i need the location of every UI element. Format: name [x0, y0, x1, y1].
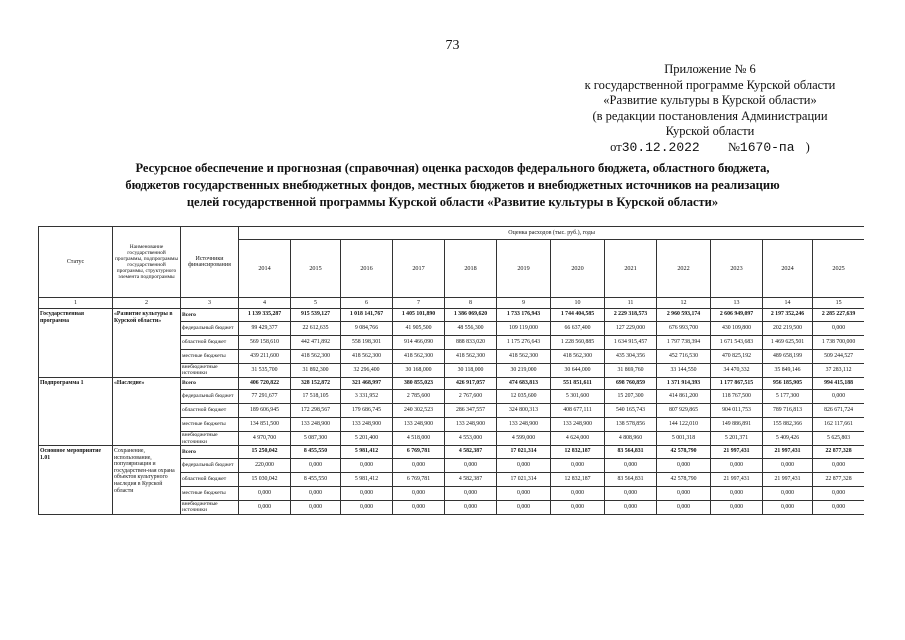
cell-amount: 8 455,550	[291, 472, 341, 486]
header-row-top	[39, 227, 865, 240]
cell-amount: 452 716,530	[657, 349, 711, 363]
cell-amount: 0,000	[763, 486, 813, 500]
cell-amount: 1 671 543,683	[711, 335, 763, 349]
column-index: 2	[113, 298, 181, 309]
header-estimate: Оценка расходов (тыс. руб.), годы	[239, 227, 865, 240]
document-title	[90, 160, 815, 211]
cell-amount: 9 084,766	[341, 321, 393, 335]
cell-amount: 15 207,300	[605, 390, 657, 404]
cell-amount: 1 405 101,890	[393, 309, 445, 322]
cell-amount: 48 556,300	[445, 321, 497, 335]
cell-amount: 826 671,724	[813, 404, 865, 418]
cell-amount: 12 832,187	[551, 472, 605, 486]
cell-amount: 551 851,611	[551, 377, 605, 390]
cell-amount: 1 744 404,585	[551, 309, 605, 322]
cell-amount: 15 250,042	[239, 446, 291, 459]
cell-amount: 2 285 227,639	[813, 309, 865, 322]
cell-amount: 435 304,356	[605, 349, 657, 363]
cell-amount: 30 644,000	[551, 363, 605, 377]
order-date: 30.12.2022	[621, 139, 700, 155]
cell-amount: 1 177 867,515	[711, 377, 763, 390]
cell-amount: 149 886,891	[711, 418, 763, 432]
cell-amount: 4 808,960	[605, 432, 657, 446]
cell-amount: 408 677,111	[551, 404, 605, 418]
cell-amount: 474 683,813	[497, 377, 551, 390]
table-row	[39, 377, 865, 390]
cell-amount: 21 997,431	[763, 472, 813, 486]
cell-amount: 240 302,523	[393, 404, 445, 418]
column-index: 4	[239, 298, 291, 309]
header-status: Статус	[39, 227, 113, 298]
column-index: 11	[605, 298, 657, 309]
cell-amount: 0,000	[657, 486, 711, 500]
cell-amount: 6 769,781	[393, 472, 445, 486]
header-year: 2025	[813, 240, 865, 298]
cell-amount: 127 229,000	[605, 321, 657, 335]
cell-amount: 956 185,905	[763, 377, 813, 390]
cell-amount: 2 197 352,246	[763, 309, 813, 322]
cell-amount: 17 021,314	[497, 446, 551, 459]
cell-amount: 5 201,400	[341, 432, 393, 446]
cell-amount: 1 228 560,885	[551, 335, 605, 349]
cell-amount: 144 122,010	[657, 418, 711, 432]
cell-amount: 35 849,146	[763, 363, 813, 377]
cell-amount: 77 291,677	[239, 390, 291, 404]
cell-amount: 0,000	[341, 458, 393, 472]
cell-amount: 0,000	[291, 500, 341, 514]
cell-amount: 41 905,500	[393, 321, 445, 335]
cell-amount: 418 562,300	[291, 349, 341, 363]
cell-amount: 5 409,426	[763, 432, 813, 446]
cell-amount: 0,000	[605, 486, 657, 500]
cell-amount: 2 229 318,573	[605, 309, 657, 322]
cell-amount: 4 970,700	[239, 432, 291, 446]
cell-amount: 0,000	[813, 390, 865, 404]
cell-amount: 21 997,431	[763, 446, 813, 459]
page-number: 73	[445, 38, 460, 53]
cell-amount: 30 118,000	[445, 363, 497, 377]
cell-amount: 4 582,387	[445, 472, 497, 486]
header-year: 2018	[445, 240, 497, 298]
header-year: 2017	[393, 240, 445, 298]
cell-amount: 1 469 625,501	[763, 335, 813, 349]
row-funding-source: федеральный бюджет	[181, 458, 239, 472]
cell-amount: 109 119,000	[497, 321, 551, 335]
cell-amount: 324 800,313	[497, 404, 551, 418]
cell-amount: 0,000	[763, 458, 813, 472]
cell-amount: 172 298,567	[291, 404, 341, 418]
cell-amount: 22 877,328	[813, 446, 865, 459]
row-funding-source: внебюджетные источники	[181, 432, 239, 446]
cell-amount: 83 564,831	[605, 446, 657, 459]
cell-amount: 0,000	[445, 486, 497, 500]
cell-amount: 418 562,300	[551, 349, 605, 363]
title-line: целей государственной программы Курской области «Развитие культуры в Курской области»	[186, 195, 719, 209]
cell-amount: 133 248,900	[341, 418, 393, 432]
row-program-name: «Развитие культуры в Курской области»	[113, 309, 181, 378]
order-line	[560, 140, 860, 156]
cell-amount: 30 219,000	[497, 363, 551, 377]
cell-amount: 99 429,377	[239, 321, 291, 335]
cell-amount: 904 011,753	[711, 404, 763, 418]
cell-amount: 83 564,831	[605, 472, 657, 486]
cell-amount: 1 175 276,643	[497, 335, 551, 349]
cell-amount: 0,000	[605, 458, 657, 472]
appendix-line: Курской области	[665, 124, 755, 138]
cell-amount: 4 624,000	[551, 432, 605, 446]
column-index: 6	[341, 298, 393, 309]
cell-amount: 0,000	[341, 500, 393, 514]
table-row	[39, 446, 865, 459]
cell-amount: 30 168,000	[393, 363, 445, 377]
row-funding-source: внебюджетные источники	[181, 363, 239, 377]
cell-amount: 66 637,400	[551, 321, 605, 335]
header-year: 2024	[763, 240, 813, 298]
cell-amount: 328 152,872	[291, 377, 341, 390]
row-status: Государственная программа	[39, 309, 113, 378]
cell-amount: 5 087,300	[291, 432, 341, 446]
cell-amount: 0,000	[497, 486, 551, 500]
column-index: 13	[711, 298, 763, 309]
cell-amount: 4 582,387	[445, 446, 497, 459]
cell-amount: 1 371 914,393	[657, 377, 711, 390]
cell-amount: 15 030,042	[239, 472, 291, 486]
cell-amount: 0,000	[445, 500, 497, 514]
header-year: 2021	[605, 240, 657, 298]
cell-amount: 426 917,057	[445, 377, 497, 390]
cell-amount: 4 518,000	[393, 432, 445, 446]
row-status: Подпрограмма 1	[39, 377, 113, 446]
resources-table-container	[38, 226, 864, 632]
title-line: бюджетов государственных внебюджетных фондов, местных бюджетов и внебюджетных источников на реализацию	[125, 178, 780, 192]
cell-amount: 418 562,300	[445, 349, 497, 363]
column-index: 14	[763, 298, 813, 309]
cell-amount: 0,000	[393, 486, 445, 500]
row-funding-source: федеральный бюджет	[181, 390, 239, 404]
order-number: 1670-па	[739, 139, 795, 155]
column-index: 1	[39, 298, 113, 309]
cell-amount: 1 139 335,287	[239, 309, 291, 322]
header-name: Наименование государственной программы, подпрограммы государственной программы, структурного элемента подпрограммы	[113, 227, 181, 298]
cell-amount: 6 769,781	[393, 446, 445, 459]
cell-amount: 0,000	[551, 486, 605, 500]
cell-amount: 21 997,431	[711, 446, 763, 459]
cell-amount: 133 248,900	[497, 418, 551, 432]
cell-amount: 42 578,790	[657, 446, 711, 459]
cell-amount: 134 851,500	[239, 418, 291, 432]
column-index: 5	[291, 298, 341, 309]
cell-amount: 888 833,020	[445, 335, 497, 349]
cell-amount: 37 283,112	[813, 363, 865, 377]
row-funding-source: областной бюджет	[181, 335, 239, 349]
cell-amount: 0,000	[657, 500, 711, 514]
column-index-row	[39, 298, 865, 309]
cell-amount: 0,000	[239, 500, 291, 514]
cell-amount: 0,000	[497, 500, 551, 514]
cell-amount: 138 578,856	[605, 418, 657, 432]
row-funding-source: внебюджетные источники	[181, 500, 239, 514]
column-index: 15	[813, 298, 865, 309]
cell-amount: 0,000	[497, 458, 551, 472]
column-index: 9	[497, 298, 551, 309]
header-year: 2014	[239, 240, 291, 298]
cell-amount: 34 470,332	[711, 363, 763, 377]
column-index: 10	[551, 298, 605, 309]
cell-amount: 0,000	[341, 486, 393, 500]
cell-amount: 189 606,945	[239, 404, 291, 418]
cell-amount: 133 248,900	[551, 418, 605, 432]
cell-amount: 569 158,610	[239, 335, 291, 349]
cell-amount: 914 466,090	[393, 335, 445, 349]
cell-amount: 0,000	[813, 486, 865, 500]
cell-amount: 8 455,550	[291, 446, 341, 459]
cell-amount: 0,000	[711, 458, 763, 472]
cell-amount: 1 738 700,000	[813, 335, 865, 349]
cell-amount: 12 832,187	[551, 446, 605, 459]
cell-amount: 0,000	[711, 486, 763, 500]
column-index: 12	[657, 298, 711, 309]
header-sources: Источники финансирования	[181, 227, 239, 298]
cell-amount: 0,000	[605, 500, 657, 514]
cell-amount: 31 535,700	[239, 363, 291, 377]
cell-amount: 0,000	[711, 500, 763, 514]
column-index: 3	[181, 298, 239, 309]
cell-amount: 1 733 176,943	[497, 309, 551, 322]
appendix-line: «Развитие культуры в Курской области»	[603, 93, 817, 107]
column-index: 8	[445, 298, 497, 309]
cell-amount: 5 001,318	[657, 432, 711, 446]
cell-amount: 0,000	[813, 500, 865, 514]
cell-amount: 915 539,127	[291, 309, 341, 322]
cell-amount: 418 562,300	[393, 349, 445, 363]
cell-amount: 0,000	[393, 500, 445, 514]
cell-amount: 2 960 593,174	[657, 309, 711, 322]
header-year: 2023	[711, 240, 763, 298]
number-prefix: №	[727, 139, 740, 154]
cell-amount: 0,000	[763, 500, 813, 514]
row-funding-source: федеральный бюджет	[181, 321, 239, 335]
appendix-line: Приложение № 6	[664, 62, 756, 76]
cell-amount: 489 658,199	[763, 349, 813, 363]
cell-amount: 5 625,803	[813, 432, 865, 446]
cell-amount: 17 021,314	[497, 472, 551, 486]
cell-amount: 2 785,600	[393, 390, 445, 404]
cell-amount: 0,000	[445, 458, 497, 472]
cell-amount: 1 018 141,767	[341, 309, 393, 322]
cell-amount: 286 347,557	[445, 404, 497, 418]
cell-amount: 442 471,892	[291, 335, 341, 349]
cell-amount: 0,000	[551, 458, 605, 472]
cell-amount: 4 553,000	[445, 432, 497, 446]
cell-amount: 1 797 738,394	[657, 335, 711, 349]
cell-amount: 380 855,023	[393, 377, 445, 390]
row-funding-source: областной бюджет	[181, 472, 239, 486]
header-year: 2020	[551, 240, 605, 298]
cell-amount: 31 892,300	[291, 363, 341, 377]
resources-table	[38, 226, 864, 515]
cell-amount: 0,000	[291, 458, 341, 472]
cell-amount: 789 716,813	[763, 404, 813, 418]
cell-amount: 220,000	[239, 458, 291, 472]
cell-amount: 540 165,743	[605, 404, 657, 418]
cell-amount: 430 109,800	[711, 321, 763, 335]
table-row	[39, 309, 865, 322]
cell-amount: 4 599,000	[497, 432, 551, 446]
appendix-line: (в редакции постановления Администрации	[592, 108, 828, 123]
column-index: 7	[393, 298, 445, 309]
cell-amount: 509 244,527	[813, 349, 865, 363]
cell-amount: 21 997,431	[711, 472, 763, 486]
cell-amount: 202 219,500	[763, 321, 813, 335]
cell-amount: 807 929,865	[657, 404, 711, 418]
cell-amount: 133 248,900	[291, 418, 341, 432]
cell-amount: 22 877,328	[813, 472, 865, 486]
cell-amount: 0,000	[657, 458, 711, 472]
cell-amount: 2 767,600	[445, 390, 497, 404]
cell-amount: 133 248,900	[445, 418, 497, 432]
row-funding-source: местные бюджеты	[181, 418, 239, 432]
appendix-block	[560, 62, 860, 155]
cell-amount: 698 760,859	[605, 377, 657, 390]
cell-amount: 418 562,300	[497, 349, 551, 363]
row-program-name: «Наследие»	[113, 377, 181, 446]
cell-amount: 418 562,300	[341, 349, 393, 363]
cell-amount: 5 981,412	[341, 446, 393, 459]
cell-amount: 321 468,997	[341, 377, 393, 390]
appendix-line: к государственной программе Курской области	[584, 77, 836, 92]
cell-amount: 5 301,600	[551, 390, 605, 404]
cell-amount: 0,000	[813, 321, 865, 335]
cell-amount: 676 993,700	[657, 321, 711, 335]
row-funding-source: местные бюджеты	[181, 349, 239, 363]
row-funding-source: областной бюджет	[181, 404, 239, 418]
cell-amount: 2 606 949,097	[711, 309, 763, 322]
cell-amount: 5 177,300	[763, 390, 813, 404]
cell-amount: 179 686,745	[341, 404, 393, 418]
row-funding-source: Всего	[181, 446, 239, 459]
cell-amount: 133 248,900	[393, 418, 445, 432]
cell-amount: 0,000	[239, 486, 291, 500]
cell-amount: 5 981,412	[341, 472, 393, 486]
cell-amount: 470 825,192	[711, 349, 763, 363]
cell-amount: 3 331,952	[341, 390, 393, 404]
cell-amount: 558 198,301	[341, 335, 393, 349]
cell-amount: 155 882,366	[763, 418, 813, 432]
cell-amount: 17 518,105	[291, 390, 341, 404]
header-year: 2022	[657, 240, 711, 298]
cell-amount: 414 861,200	[657, 390, 711, 404]
title-line: Ресурсное обеспечение и прогнозная (справочная) оценка расходов федерального бюджета, областного бюджета,	[135, 161, 770, 175]
cell-amount: 1 634 915,457	[605, 335, 657, 349]
row-funding-source: местные бюджеты	[181, 486, 239, 500]
cell-amount: 33 144,550	[657, 363, 711, 377]
cell-amount: 0,000	[551, 500, 605, 514]
cell-amount: 162 117,661	[813, 418, 865, 432]
cell-amount: 31 869,760	[605, 363, 657, 377]
row-funding-source: Всего	[181, 309, 239, 322]
cell-amount: 22 612,635	[291, 321, 341, 335]
header-year: 2019	[497, 240, 551, 298]
date-prefix: от	[610, 139, 622, 154]
header-year: 2015	[291, 240, 341, 298]
cell-amount: 32 296,400	[341, 363, 393, 377]
cell-amount: 118 767,500	[711, 390, 763, 404]
cell-amount: 406 720,822	[239, 377, 291, 390]
cell-amount: 439 211,600	[239, 349, 291, 363]
cell-amount: 994 415,188	[813, 377, 865, 390]
cell-amount: 0,000	[291, 486, 341, 500]
header-year: 2016	[341, 240, 393, 298]
cell-amount: 0,000	[393, 458, 445, 472]
cell-amount: 12 035,600	[497, 390, 551, 404]
cell-amount: 5 201,371	[711, 432, 763, 446]
cell-amount: 1 386 069,620	[445, 309, 497, 322]
cell-amount: 0,000	[813, 458, 865, 472]
row-status: Основное мероприятие 1.01	[39, 446, 113, 515]
row-funding-source: Всего	[181, 377, 239, 390]
cell-amount: 42 578,790	[657, 472, 711, 486]
closing-paren: )	[805, 139, 810, 154]
row-program-name: Сохранение, использование, популяризация и государствен-ная охрана объектов культурного наследия в Курской области	[113, 446, 181, 515]
